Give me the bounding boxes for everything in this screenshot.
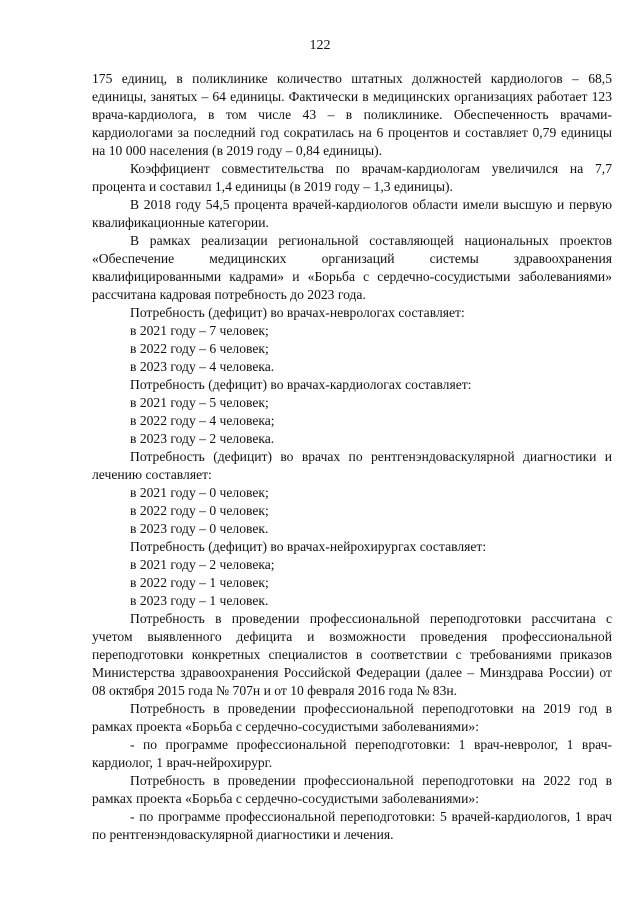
list-item: в 2021 году – 5 человек; (130, 395, 269, 410)
paragraph: Коэффициент совместительства по врачам-кардиологам увеличился на 7,7 процента и составил 1,4 единицы (в 2019 году – 1,3 единицы). (92, 161, 612, 194)
list-item: в 2021 году – 7 человек; (130, 323, 269, 338)
list-item: в 2022 году – 4 человека; (130, 413, 275, 428)
paragraph: Потребность (дефицит) во врачах-неврологах составляет: (130, 305, 465, 320)
paragraph: В рамках реализации региональной составляющей национальных проектов «Обеспечение медицинских организаций системы здравоохранения квалифицированными кадрами» и «Борьба с сердечно-сосудистыми заболеваниями» рассчитана кадровая потребность до 2023 года. (92, 233, 612, 302)
paragraph: - по программе профессиональной переподготовки: 5 врачей-кардиологов, 1 врач по рентгенэндоваскулярной диагностики и лечения. (92, 809, 612, 842)
list-item: в 2021 году – 2 человека; (130, 557, 275, 572)
paragraph: В 2018 году 54,5 процента врачей-кардиологов области имели высшую и первую квалификационные категории. (92, 197, 612, 230)
paragraph: Потребность в проведении профессиональной переподготовки на 2019 год в рамках проекта «Борьба с сердечно-сосудистыми заболеваниями»: (92, 701, 612, 734)
list-item: в 2023 году – 1 человек. (130, 593, 269, 608)
list-item: в 2021 году – 0 человек; (130, 485, 269, 500)
list-item: в 2022 году – 1 человек; (130, 575, 269, 590)
page-number: 122 (309, 38, 331, 53)
list-item: в 2023 году – 4 человека. (130, 359, 275, 374)
paragraph: 175 единиц, в поликлинике количество штатных должностей кардиологов – 68,5 единицы, занятых – 64 единицы. Фактически в медицинских организациях работает 123 врача-кардиолога, в том числе 43 – в поликлинике. Обеспеченность врачами-кардиологами за последний год сократилась на 6 процентов и составляет 0,79 единицы на 10 000 населения (в 2019 году – 0,84 единицы). (92, 71, 612, 158)
paragraph: Потребность (дефицит) во врачах-кардиологах составляет: (130, 377, 472, 392)
paragraph: - по программе профессиональной переподготовки: 1 врач-невролог, 1 врач-кардиолог, 1 врач-нейрохирург. (92, 737, 612, 770)
paragraph: Потребность в проведении профессиональной переподготовки на 2022 год в рамках проекта «Борьба с сердечно-сосудистыми заболеваниями»: (92, 773, 612, 806)
paragraph: Потребность в проведении профессиональной переподготовки рассчитана с учетом выявленного дефицита и возможности проведения профессиональной переподготовки конкретных специалистов в соответствии с требованиями приказов Министерства здравоохранения Российской Федерации (далее – Минздрава России) от 08 октября 2015 года № 707н и от 10 февраля 2016 года № 83н. (92, 611, 612, 698)
paragraph: Потребность (дефицит) во врачах по рентгенэндоваскулярной диагностики и лечению составляет: (92, 449, 612, 482)
list-item: в 2022 году – 6 человек; (130, 341, 269, 356)
list-item: в 2023 году – 0 человек. (130, 521, 269, 536)
document-body (92, 70, 612, 844)
paragraph: Потребность (дефицит) во врачах-нейрохирургах составляет: (130, 539, 487, 554)
list-item: в 2022 году – 0 человек; (130, 503, 269, 518)
list-item: в 2023 году – 2 человека. (130, 431, 275, 446)
